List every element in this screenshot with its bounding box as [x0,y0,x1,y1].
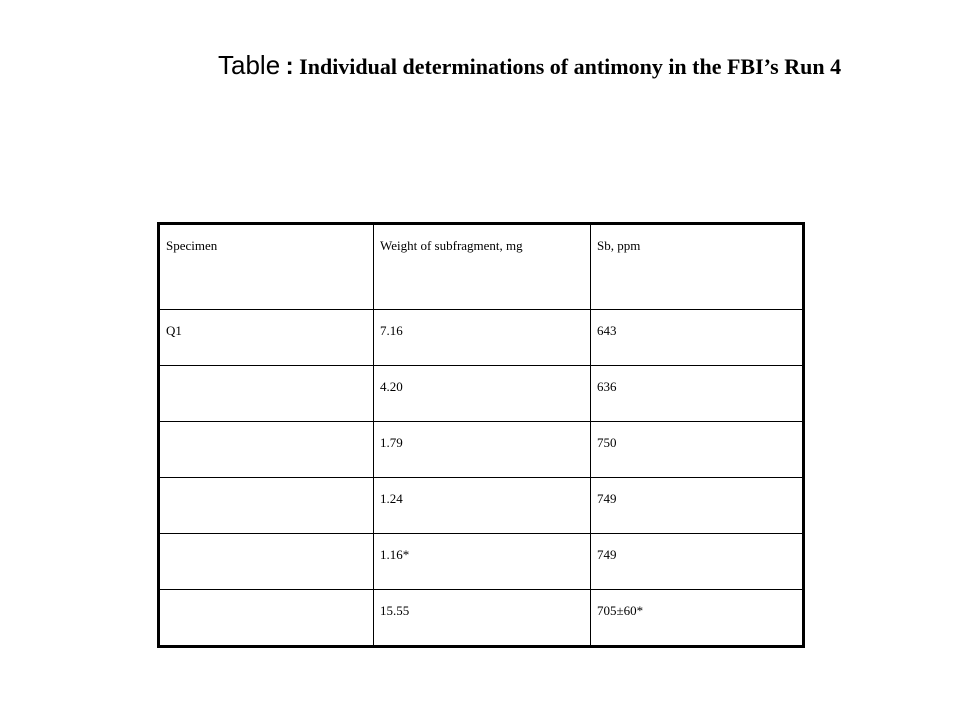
cell-specimen: Q1 [159,310,374,366]
cell-specimen [159,422,374,478]
cell-sb-ppm: 749 [591,478,804,534]
header-weight: Weight of subfragment, mg [374,224,591,310]
cell-specimen [159,478,374,534]
title-prefix: Table [218,50,281,80]
cell-sb-ppm: 705±60* [591,590,804,647]
cell-weight: 1.24 [374,478,591,534]
cell-weight: 1.16* [374,534,591,590]
table-row [159,590,804,647]
cell-specimen [159,590,374,647]
cell-sb-ppm: 749 [591,534,804,590]
header-sb-ppm: Sb, ppm [591,224,804,310]
table-row [159,366,804,422]
header-specimen: Specimen [159,224,374,310]
cell-specimen [159,366,374,422]
title-colon: : [285,53,294,80]
table-row [159,534,804,590]
cell-weight: 4.20 [374,366,591,422]
cell-sb-ppm: 643 [591,310,804,366]
cell-weight: 7.16 [374,310,591,366]
antimony-table [157,222,805,648]
table-row [159,310,804,366]
title-text: Individual determinations of antimony in the FBI’s Run 4 [293,54,842,79]
table-title [218,48,898,84]
cell-specimen [159,534,374,590]
cell-weight: 1.79 [374,422,591,478]
cell-weight: 15.55 [374,590,591,647]
cell-sb-ppm: 636 [591,366,804,422]
header-row [159,224,804,310]
table-row [159,422,804,478]
table-row [159,478,804,534]
cell-sb-ppm: 750 [591,422,804,478]
